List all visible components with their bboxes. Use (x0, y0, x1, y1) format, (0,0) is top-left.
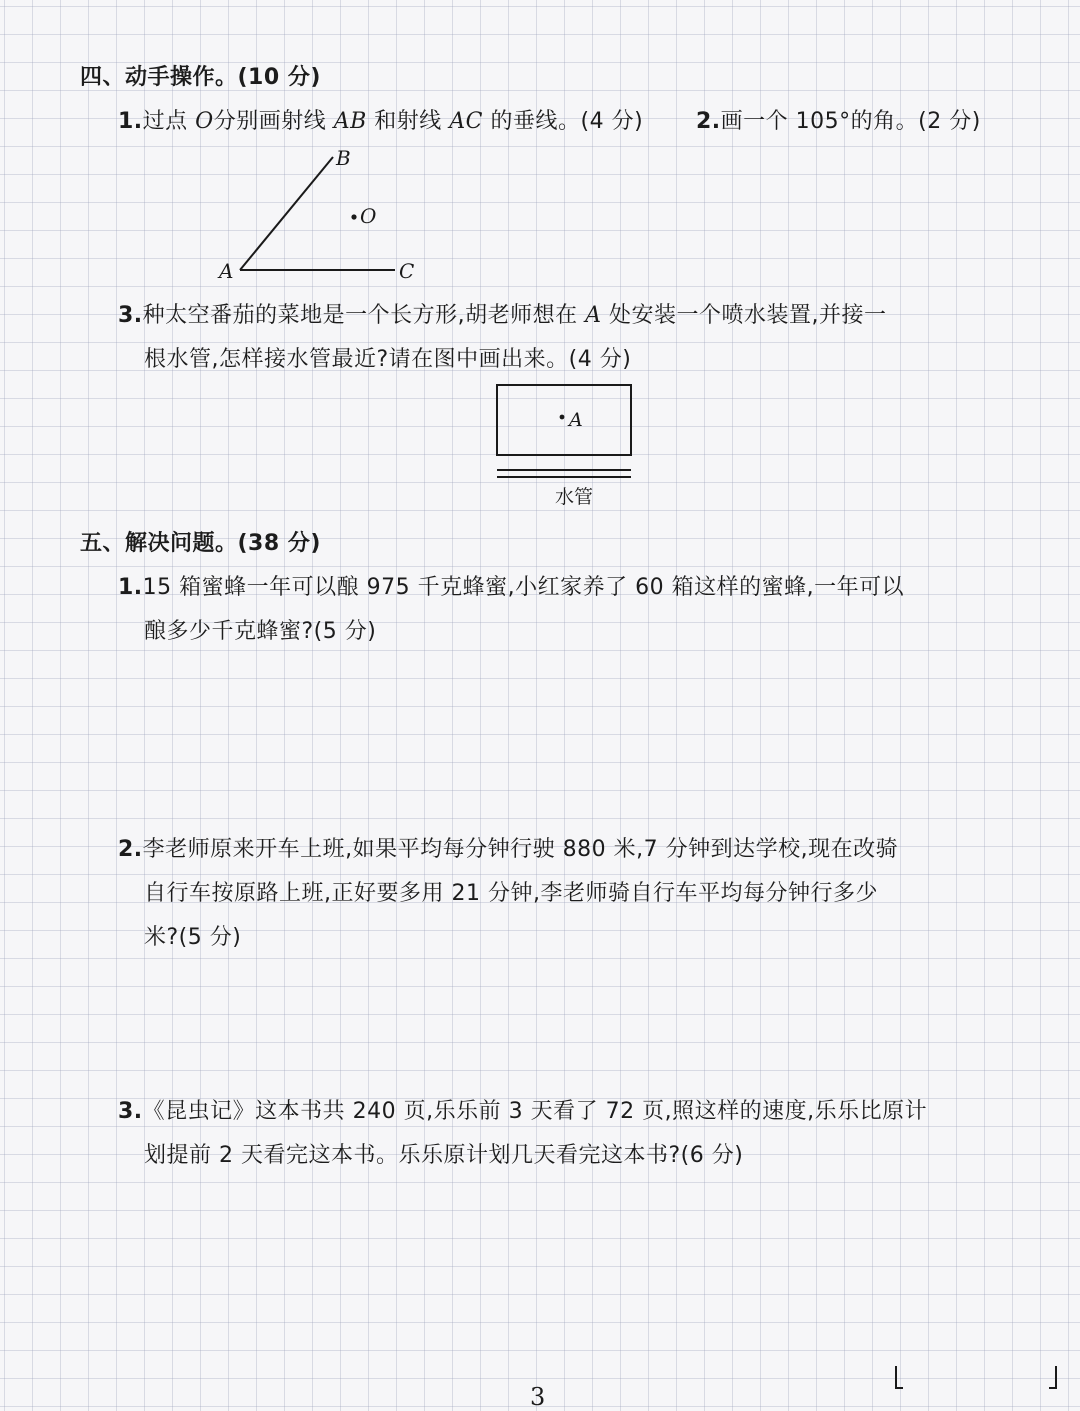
question-5-1-line-1: 1.15 箱蜜蜂一年可以酿 975 千克蜂蜜,小红家养了 60 箱这样的蜜蜂,一年可以 (118, 575, 905, 600)
question-5-2-line-1: 2.李老师原来开车上班,如果平均每分钟行驶 880 米,7 分钟到达学校,现在改骑 (118, 837, 899, 862)
label-o: O (360, 204, 377, 228)
label-c: C (399, 259, 415, 283)
page-number: 3 (530, 1383, 546, 1411)
field-rectangle (497, 385, 631, 455)
question-number: 3. (118, 303, 143, 328)
question-number: 2. (118, 837, 143, 862)
field-label-a: A (569, 409, 583, 431)
section-5-title: 五、解决问题。(38 分) (80, 531, 321, 556)
question-4-3-line-2: 根水管,怎样接水管最近?请在图中画出来。(4 分) (144, 347, 632, 372)
question-number: 1. (118, 109, 143, 134)
point-o-dot (351, 214, 356, 219)
question-5-3-line-2: 划提前 2 天看完这本书。乐乐原计划几天看完这本书?(6 分) (144, 1143, 744, 1168)
corner-mark-right (1049, 1366, 1056, 1388)
question-4-1: 1.过点 O分别画射线 AB 和射线 AC 的垂线。(4 分) (118, 109, 644, 134)
question-5-2-line-3: 米?(5 分) (144, 925, 242, 950)
label-a: A (219, 259, 234, 283)
corner-mark-left (896, 1366, 903, 1388)
question-5-2-line-2: 自行车按原路上班,正好要多用 21 分钟,李老师骑自行车平均每分钟行多少 (144, 881, 878, 906)
label-b: B (336, 146, 351, 170)
water-pipe-label: 水管 (555, 486, 594, 508)
ray-ab (240, 157, 333, 270)
section-4-title: 四、动手操作。(10 分) (80, 65, 321, 90)
question-4-3-line-1: 3.种太空番茄的菜地是一个长方形,胡老师想在 A 处安装一个喷水装置,并接一 (118, 303, 887, 328)
question-number: 2. (696, 109, 721, 134)
point-a-dot (560, 415, 565, 420)
question-5-1-line-2: 酿多少千克蜂蜜?(5 分) (144, 619, 377, 644)
question-4-2: 2.画一个 105°的角。(2 分) (696, 109, 981, 134)
question-5-3-line-1: 3.《昆虫记》这本书共 240 页,乐乐前 3 天看了 72 页,照这样的速度,乐乐比原计 (118, 1099, 928, 1124)
question-number: 1. (118, 575, 143, 600)
question-number: 3. (118, 1099, 143, 1124)
